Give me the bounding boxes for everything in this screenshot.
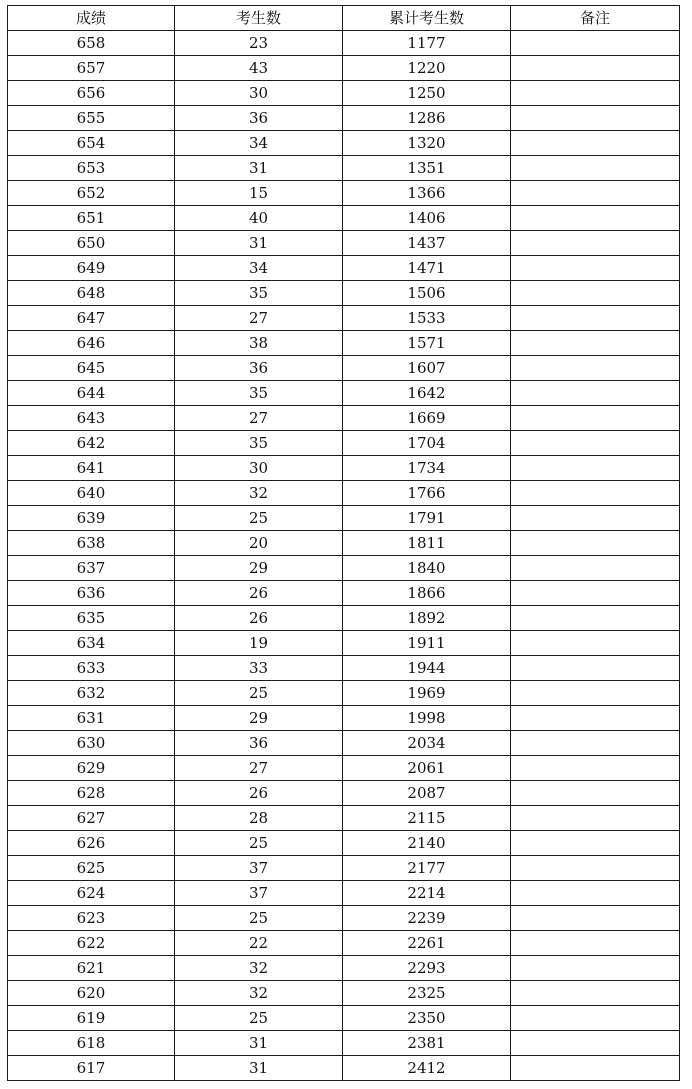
candidate-count-cell: 26 xyxy=(175,606,343,631)
score-cell: 635 xyxy=(8,606,175,631)
cumulative-count-cell: 1642 xyxy=(343,381,511,406)
score-cell: 617 xyxy=(8,1056,175,1081)
table-row xyxy=(8,506,680,531)
score-cell: 651 xyxy=(8,206,175,231)
score-cell: 652 xyxy=(8,181,175,206)
table-row xyxy=(8,156,680,181)
remarks-cell xyxy=(511,381,680,406)
cumulative-count-cell: 1734 xyxy=(343,456,511,481)
score-cell: 632 xyxy=(8,681,175,706)
remarks-cell xyxy=(511,31,680,56)
candidate-count-cell: 31 xyxy=(175,1031,343,1056)
score-cell: 637 xyxy=(8,556,175,581)
table-row xyxy=(8,206,680,231)
cumulative-count-cell: 1437 xyxy=(343,231,511,256)
score-cell: 654 xyxy=(8,131,175,156)
candidate-count-cell: 36 xyxy=(175,106,343,131)
score-distribution-sheet xyxy=(7,5,679,1081)
candidate-count-cell: 27 xyxy=(175,306,343,331)
remarks-cell xyxy=(511,906,680,931)
cumulative-count-cell: 2293 xyxy=(343,956,511,981)
score-cell: 648 xyxy=(8,281,175,306)
table-row xyxy=(8,1056,680,1081)
candidate-count-cell: 34 xyxy=(175,131,343,156)
candidate-count-cell: 29 xyxy=(175,706,343,731)
remarks-cell xyxy=(511,706,680,731)
candidate-count-cell: 30 xyxy=(175,456,343,481)
score-cell: 650 xyxy=(8,231,175,256)
score-cell: 658 xyxy=(8,31,175,56)
table-row xyxy=(8,831,680,856)
remarks-cell xyxy=(511,131,680,156)
score-cell: 649 xyxy=(8,256,175,281)
score-cell: 625 xyxy=(8,856,175,881)
cumulative-count-cell: 1406 xyxy=(343,206,511,231)
table-row xyxy=(8,256,680,281)
remarks-cell xyxy=(511,231,680,256)
table-row xyxy=(8,381,680,406)
score-cell: 639 xyxy=(8,506,175,531)
table-row xyxy=(8,281,680,306)
score-cell: 647 xyxy=(8,306,175,331)
candidate-count-cell: 35 xyxy=(175,431,343,456)
candidate-count-cell: 29 xyxy=(175,556,343,581)
table-row xyxy=(8,956,680,981)
header-candidate-count: 考生数 xyxy=(175,6,343,31)
table-row xyxy=(8,181,680,206)
remarks-cell xyxy=(511,831,680,856)
candidate-count-cell: 31 xyxy=(175,156,343,181)
remarks-cell xyxy=(511,581,680,606)
score-table xyxy=(7,5,680,1081)
remarks-cell xyxy=(511,856,680,881)
score-cell: 653 xyxy=(8,156,175,181)
remarks-cell xyxy=(511,431,680,456)
score-cell: 631 xyxy=(8,706,175,731)
cumulative-count-cell: 1840 xyxy=(343,556,511,581)
candidate-count-cell: 28 xyxy=(175,806,343,831)
table-row xyxy=(8,1006,680,1031)
cumulative-count-cell: 2239 xyxy=(343,906,511,931)
candidate-count-cell: 35 xyxy=(175,381,343,406)
candidate-count-cell: 40 xyxy=(175,206,343,231)
candidate-count-cell: 15 xyxy=(175,181,343,206)
candidate-count-cell: 34 xyxy=(175,256,343,281)
candidate-count-cell: 20 xyxy=(175,531,343,556)
cumulative-count-cell: 1944 xyxy=(343,656,511,681)
table-row xyxy=(8,406,680,431)
cumulative-count-cell: 1250 xyxy=(343,81,511,106)
candidate-count-cell: 27 xyxy=(175,406,343,431)
candidate-count-cell: 38 xyxy=(175,331,343,356)
cumulative-count-cell: 1969 xyxy=(343,681,511,706)
cumulative-count-cell: 1892 xyxy=(343,606,511,631)
score-cell: 641 xyxy=(8,456,175,481)
cumulative-count-cell: 1669 xyxy=(343,406,511,431)
candidate-count-cell: 26 xyxy=(175,581,343,606)
score-cell: 636 xyxy=(8,581,175,606)
candidate-count-cell: 30 xyxy=(175,81,343,106)
remarks-cell xyxy=(511,531,680,556)
candidate-count-cell: 27 xyxy=(175,756,343,781)
cumulative-count-cell: 2381 xyxy=(343,1031,511,1056)
candidate-count-cell: 35 xyxy=(175,281,343,306)
cumulative-count-cell: 2325 xyxy=(343,981,511,1006)
table-row xyxy=(8,756,680,781)
table-row xyxy=(8,806,680,831)
table-row xyxy=(8,456,680,481)
remarks-cell xyxy=(511,181,680,206)
score-cell: 619 xyxy=(8,1006,175,1031)
score-cell: 642 xyxy=(8,431,175,456)
cumulative-count-cell: 2034 xyxy=(343,731,511,756)
cumulative-count-cell: 1506 xyxy=(343,281,511,306)
remarks-cell xyxy=(511,731,680,756)
score-cell: 643 xyxy=(8,406,175,431)
table-row xyxy=(8,706,680,731)
remarks-cell xyxy=(511,656,680,681)
cumulative-count-cell: 1286 xyxy=(343,106,511,131)
cumulative-count-cell: 2177 xyxy=(343,856,511,881)
score-cell: 638 xyxy=(8,531,175,556)
candidate-count-cell: 19 xyxy=(175,631,343,656)
table-row xyxy=(8,81,680,106)
score-cell: 633 xyxy=(8,656,175,681)
cumulative-count-cell: 2350 xyxy=(343,1006,511,1031)
candidate-count-cell: 25 xyxy=(175,1006,343,1031)
table-row xyxy=(8,931,680,956)
table-row xyxy=(8,881,680,906)
cumulative-count-cell: 1571 xyxy=(343,331,511,356)
table-row xyxy=(8,606,680,631)
remarks-cell xyxy=(511,406,680,431)
candidate-count-cell: 43 xyxy=(175,56,343,81)
candidate-count-cell: 25 xyxy=(175,681,343,706)
cumulative-count-cell: 1811 xyxy=(343,531,511,556)
remarks-cell xyxy=(511,956,680,981)
table-row xyxy=(8,306,680,331)
cumulative-count-cell: 1911 xyxy=(343,631,511,656)
cumulative-count-cell: 1366 xyxy=(343,181,511,206)
remarks-cell xyxy=(511,1056,680,1081)
cumulative-count-cell: 2214 xyxy=(343,881,511,906)
header-remarks: 备注 xyxy=(511,6,680,31)
remarks-cell xyxy=(511,481,680,506)
table-body xyxy=(8,31,680,1081)
remarks-cell xyxy=(511,756,680,781)
cumulative-count-cell: 2061 xyxy=(343,756,511,781)
candidate-count-cell: 25 xyxy=(175,506,343,531)
cumulative-count-cell: 1607 xyxy=(343,356,511,381)
remarks-cell xyxy=(511,506,680,531)
remarks-cell xyxy=(511,206,680,231)
score-cell: 620 xyxy=(8,981,175,1006)
score-cell: 656 xyxy=(8,81,175,106)
cumulative-count-cell: 1320 xyxy=(343,131,511,156)
remarks-cell xyxy=(511,456,680,481)
remarks-cell xyxy=(511,781,680,806)
score-cell: 626 xyxy=(8,831,175,856)
remarks-cell xyxy=(511,931,680,956)
score-cell: 628 xyxy=(8,781,175,806)
score-cell: 623 xyxy=(8,906,175,931)
cumulative-count-cell: 1704 xyxy=(343,431,511,456)
score-cell: 634 xyxy=(8,631,175,656)
table-row xyxy=(8,106,680,131)
remarks-cell xyxy=(511,156,680,181)
score-cell: 618 xyxy=(8,1031,175,1056)
score-cell: 655 xyxy=(8,106,175,131)
candidate-count-cell: 32 xyxy=(175,981,343,1006)
remarks-cell xyxy=(511,306,680,331)
cumulative-count-cell: 1471 xyxy=(343,256,511,281)
candidate-count-cell: 25 xyxy=(175,906,343,931)
candidate-count-cell: 32 xyxy=(175,481,343,506)
cumulative-count-cell: 2115 xyxy=(343,806,511,831)
table-row xyxy=(8,356,680,381)
remarks-cell xyxy=(511,806,680,831)
remarks-cell xyxy=(511,881,680,906)
remarks-cell xyxy=(511,631,680,656)
remarks-cell xyxy=(511,681,680,706)
score-cell: 646 xyxy=(8,331,175,356)
candidate-count-cell: 36 xyxy=(175,731,343,756)
cumulative-count-cell: 2412 xyxy=(343,1056,511,1081)
score-cell: 621 xyxy=(8,956,175,981)
table-row xyxy=(8,56,680,81)
table-row xyxy=(8,856,680,881)
candidate-count-cell: 26 xyxy=(175,781,343,806)
remarks-cell xyxy=(511,556,680,581)
candidate-count-cell: 22 xyxy=(175,931,343,956)
table-row xyxy=(8,656,680,681)
cumulative-count-cell: 1866 xyxy=(343,581,511,606)
score-cell: 657 xyxy=(8,56,175,81)
remarks-cell xyxy=(511,331,680,356)
cumulative-count-cell: 2261 xyxy=(343,931,511,956)
table-row xyxy=(8,331,680,356)
table-row xyxy=(8,906,680,931)
table-row xyxy=(8,731,680,756)
cumulative-count-cell: 1791 xyxy=(343,506,511,531)
cumulative-count-cell: 1177 xyxy=(343,31,511,56)
table-row xyxy=(8,981,680,1006)
cumulative-count-cell: 2087 xyxy=(343,781,511,806)
remarks-cell xyxy=(511,606,680,631)
cumulative-count-cell: 1533 xyxy=(343,306,511,331)
score-cell: 629 xyxy=(8,756,175,781)
cumulative-count-cell: 1220 xyxy=(343,56,511,81)
remarks-cell xyxy=(511,106,680,131)
score-cell: 627 xyxy=(8,806,175,831)
candidate-count-cell: 36 xyxy=(175,356,343,381)
table-row xyxy=(8,31,680,56)
remarks-cell xyxy=(511,1031,680,1056)
table-row xyxy=(8,631,680,656)
table-row xyxy=(8,481,680,506)
candidate-count-cell: 32 xyxy=(175,956,343,981)
score-cell: 640 xyxy=(8,481,175,506)
candidate-count-cell: 37 xyxy=(175,881,343,906)
candidate-count-cell: 37 xyxy=(175,856,343,881)
cumulative-count-cell: 1351 xyxy=(343,156,511,181)
cumulative-count-cell: 1766 xyxy=(343,481,511,506)
table-row xyxy=(8,1031,680,1056)
header-cumulative-count: 累计考生数 xyxy=(343,6,511,31)
candidate-count-cell: 31 xyxy=(175,1056,343,1081)
remarks-cell xyxy=(511,1006,680,1031)
table-row xyxy=(8,581,680,606)
header-score: 成绩 xyxy=(8,6,175,31)
candidate-count-cell: 23 xyxy=(175,31,343,56)
table-row xyxy=(8,781,680,806)
table-row xyxy=(8,681,680,706)
candidate-count-cell: 31 xyxy=(175,231,343,256)
table-row xyxy=(8,431,680,456)
candidate-count-cell: 25 xyxy=(175,831,343,856)
cumulative-count-cell: 2140 xyxy=(343,831,511,856)
cumulative-count-cell: 1998 xyxy=(343,706,511,731)
table-row xyxy=(8,131,680,156)
score-cell: 630 xyxy=(8,731,175,756)
remarks-cell xyxy=(511,81,680,106)
remarks-cell xyxy=(511,281,680,306)
score-cell: 644 xyxy=(8,381,175,406)
score-cell: 645 xyxy=(8,356,175,381)
table-row xyxy=(8,531,680,556)
score-cell: 622 xyxy=(8,931,175,956)
remarks-cell xyxy=(511,981,680,1006)
table-row xyxy=(8,556,680,581)
header-row xyxy=(8,6,680,31)
remarks-cell xyxy=(511,356,680,381)
score-cell: 624 xyxy=(8,881,175,906)
candidate-count-cell: 33 xyxy=(175,656,343,681)
remarks-cell xyxy=(511,256,680,281)
table-row xyxy=(8,231,680,256)
remarks-cell xyxy=(511,56,680,81)
